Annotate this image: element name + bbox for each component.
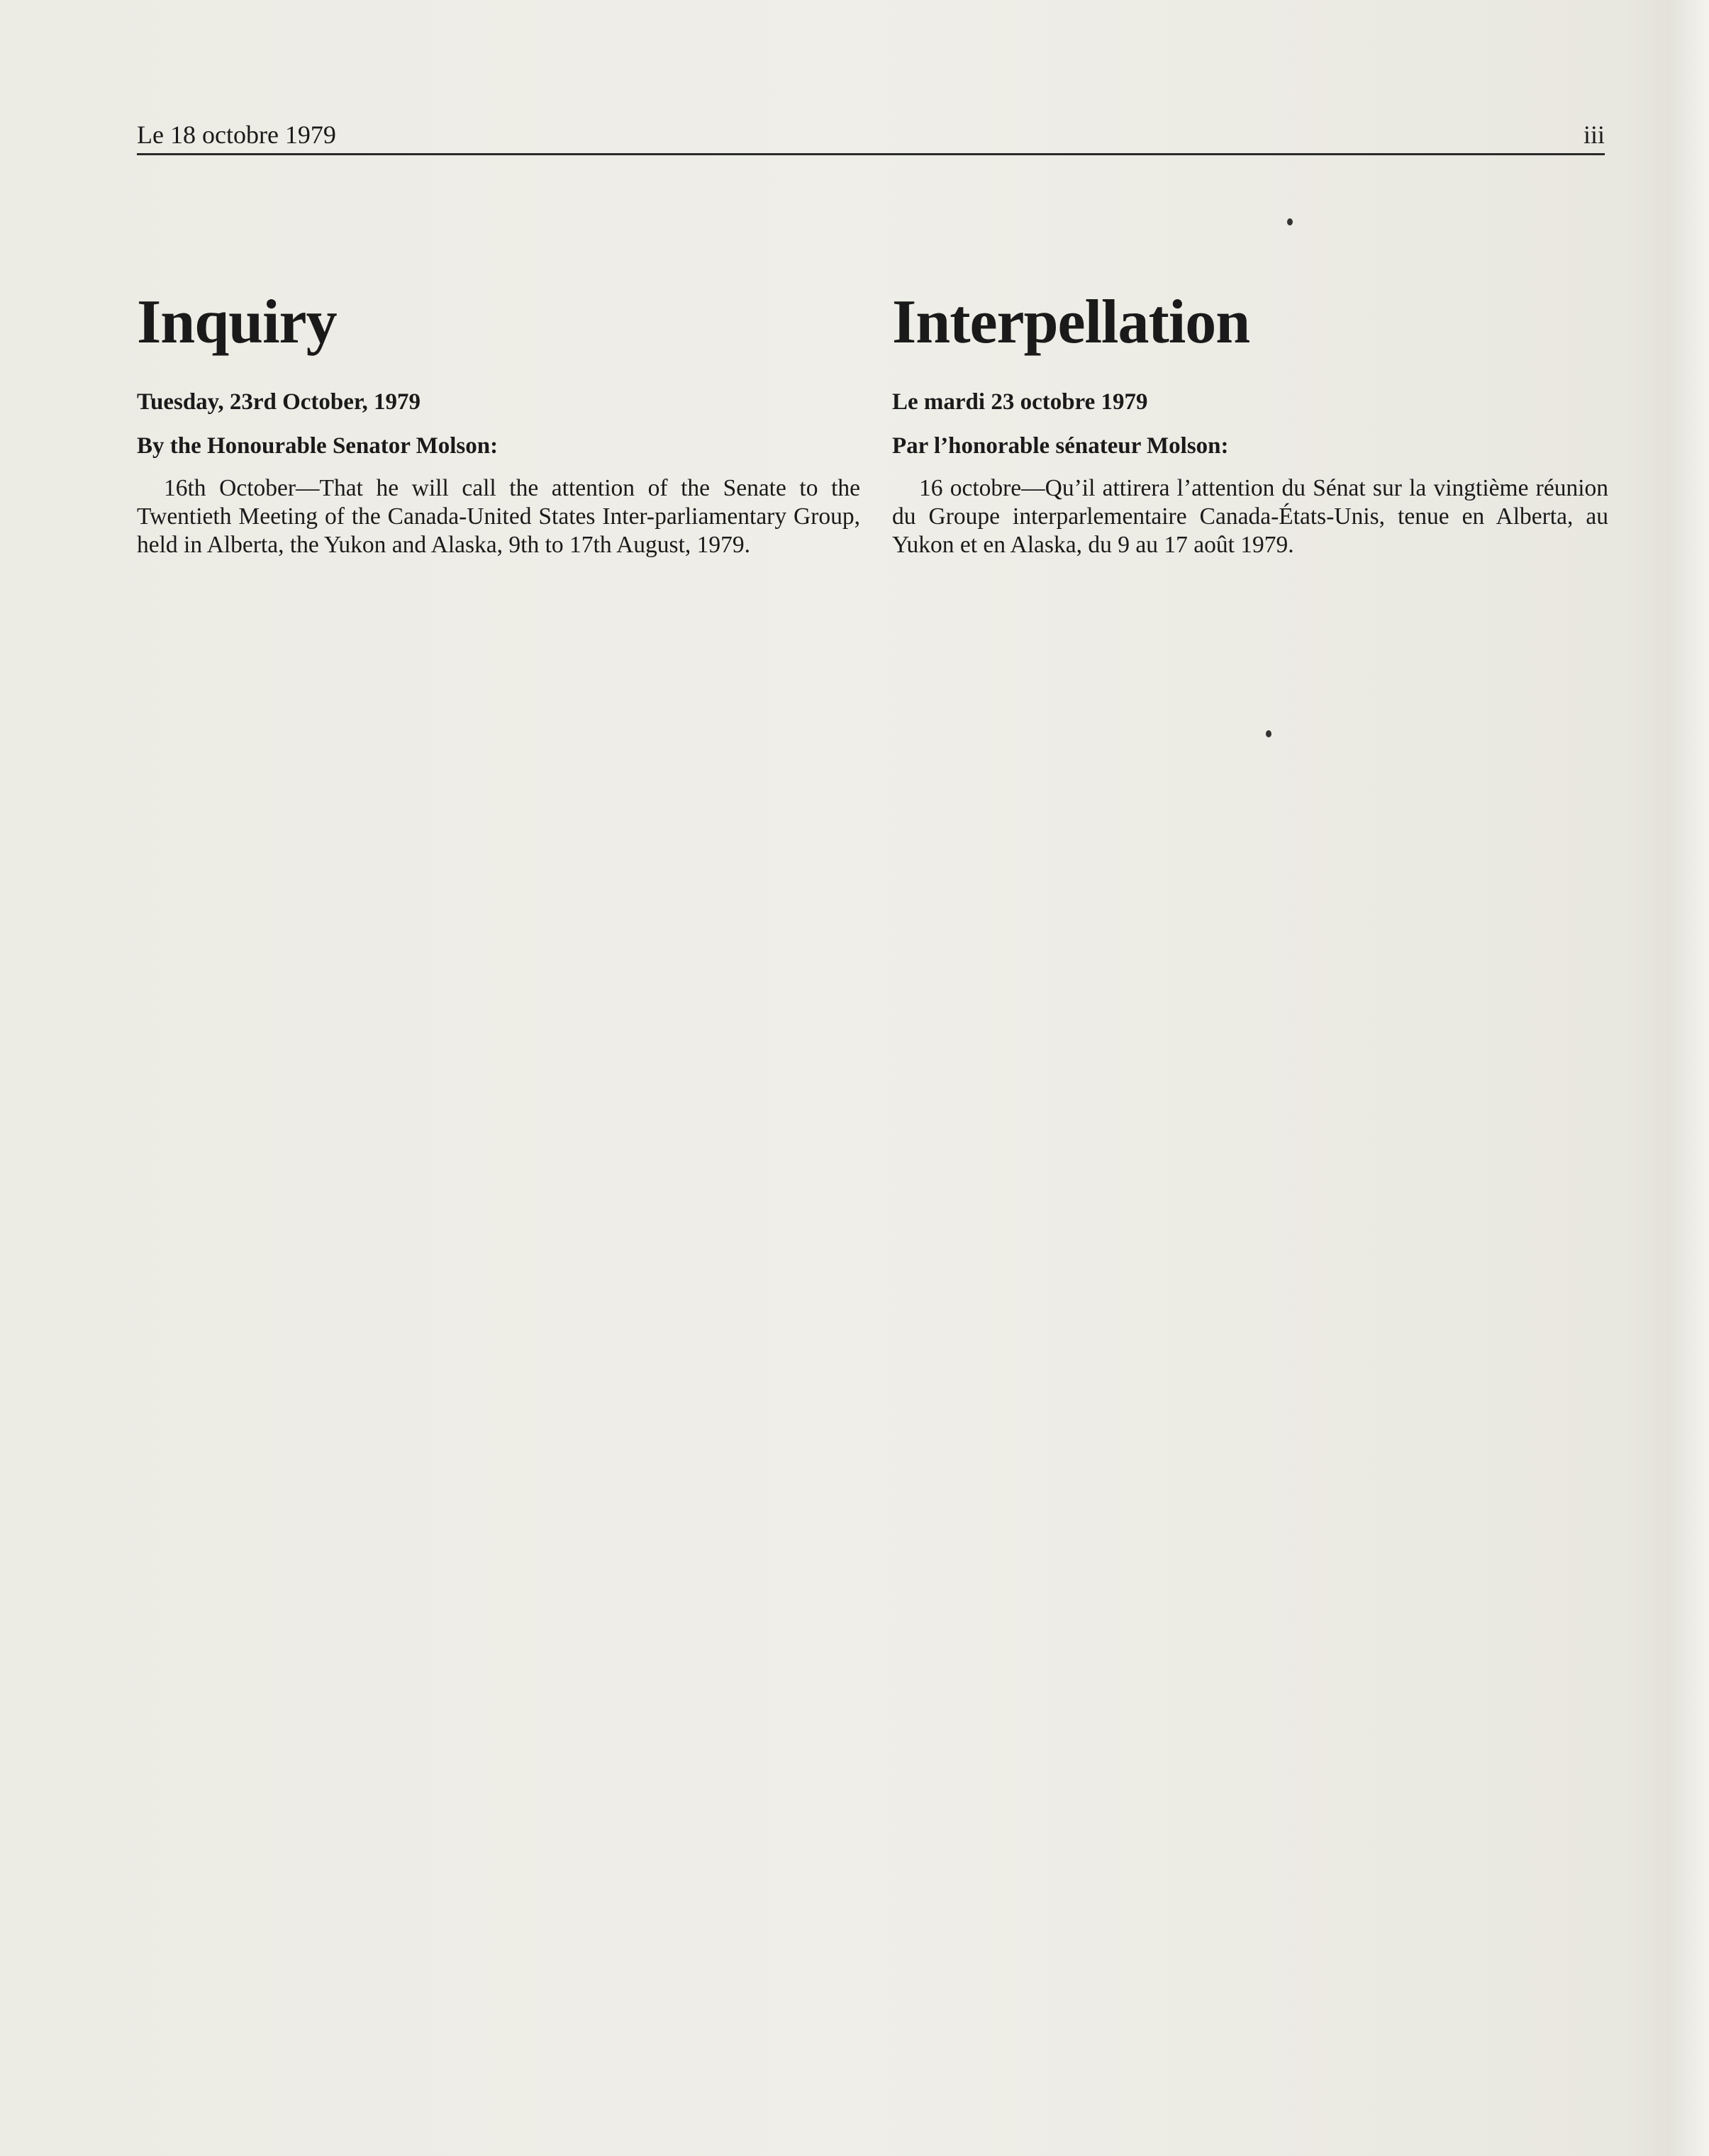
english-column xyxy=(137,287,860,559)
french-by-line: Par l’honorable sénateur Molson: xyxy=(892,433,1229,459)
french-body: 16 octobre—Qu’il attirera l’attention du Sénat sur la vingtième réunion du Groupe interparlementaire Canada-États-Unis, tenue en Alberta, au Yukon et en Alaska, du 9 au 17 août 1979. xyxy=(892,475,1608,558)
french-title: Interpellation xyxy=(892,288,1250,357)
speck xyxy=(1266,730,1271,737)
header-date: Le 18 octobre 1979 xyxy=(137,121,336,149)
english-title: Inquiry xyxy=(137,288,337,357)
english-date: Tuesday, 23rd October, 1979 xyxy=(137,389,421,415)
english-by-line: By the Honourable Senator Molson: xyxy=(137,433,499,459)
speck xyxy=(1287,218,1293,225)
header-page-number: iii xyxy=(1583,121,1605,149)
page-header xyxy=(137,119,1605,155)
english-body: 16th October—That he will call the attention of the Senate to the Twentieth Meeting of the Canada-United States Inter-parliamentary Group, held in Alberta, the Yukon and Alaska, 9th to 17th August, 1979. xyxy=(137,475,860,558)
page-edge-shadow xyxy=(1666,0,1709,2156)
french-column xyxy=(892,287,1608,559)
french-date: Le mardi 23 octobre 1979 xyxy=(892,389,1148,415)
